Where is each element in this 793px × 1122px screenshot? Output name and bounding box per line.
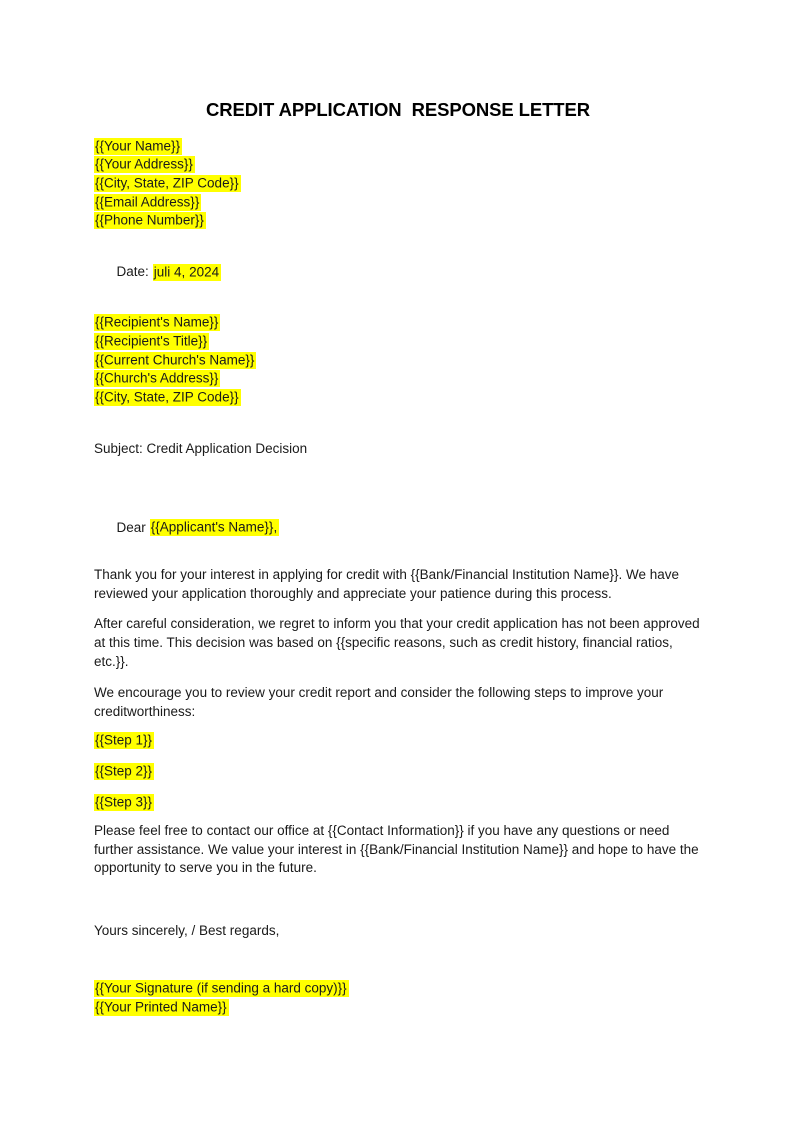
placeholder-your-signature[interactable]: {{Your Signature (if sending a hard copy)}} <box>95 980 347 996</box>
placeholder-step-2[interactable]: {{Step 2}} <box>95 763 153 779</box>
placeholder-phone-number[interactable]: {{Phone Number}} <box>95 212 204 228</box>
placeholder-current-church-name[interactable]: {{Current Church's Name}} <box>95 352 255 368</box>
subject-line: Subject: Credit Application Decision <box>94 441 308 457</box>
date-line <box>94 245 702 301</box>
document-title: CREDIT APPLICATION RESPONSE LETTER <box>206 99 590 120</box>
sender-line <box>94 156 702 175</box>
placeholder-recipient-name[interactable]: {{Recipient's Name}} <box>95 314 219 330</box>
recipient-line <box>94 370 702 389</box>
signature-block <box>94 980 702 1017</box>
step-line <box>94 763 702 782</box>
recipient-line <box>94 314 702 333</box>
placeholder-your-printed-name[interactable]: {{Your Printed Name}} <box>95 999 227 1015</box>
paragraph-encourage: We encourage you to review your credit report and consider the following steps to improve your creditworthiness: <box>94 685 668 720</box>
sender-address-block <box>94 137 702 231</box>
paragraph-thank-you: Thank you for your interest in applying for credit with {{Bank/Financial Institution Name}}. We have reviewed your application thoroughly and appreciate your patience during this process. <box>94 566 683 601</box>
date-label: Date: <box>116 264 149 280</box>
placeholder-church-address[interactable]: {{Church's Address}} <box>95 370 219 386</box>
paragraph-contact: Please feel free to contact our office at {{Contact Information}} if you have any questions or need further assistance. We value your interest in {{Bank/Financial Institution Name}} and hope to have the opportunity to serve you in the future. <box>94 822 703 876</box>
sender-line <box>94 174 702 193</box>
placeholder-your-address[interactable]: {{Your Address}} <box>95 156 193 172</box>
placeholder-recipient-city-state-zip[interactable]: {{City, State, ZIP Code}} <box>95 389 239 405</box>
placeholder-step-1[interactable]: {{Step 1}} <box>95 732 153 748</box>
signature-line <box>94 980 702 999</box>
recipient-line <box>94 388 702 407</box>
letter-content <box>94 99 702 1017</box>
recipient-line <box>94 351 702 370</box>
recipient-address-block <box>94 314 702 408</box>
placeholder-your-name[interactable]: {{Your Name}} <box>95 138 181 153</box>
placeholder-applicant-name[interactable]: {{Applicant's Name}}, <box>150 519 278 535</box>
placeholder-recipient-title[interactable]: {{Recipient's Title}} <box>95 333 208 349</box>
recipient-line <box>94 332 702 351</box>
greeting-prefix: Dear <box>116 519 146 535</box>
sender-line <box>94 137 702 156</box>
placeholder-date-value[interactable]: juli 4, 2024 <box>153 264 220 280</box>
placeholder-sender-city-state-zip[interactable]: {{City, State, ZIP Code}} <box>95 175 239 191</box>
step-line <box>94 793 702 812</box>
placeholder-step-3[interactable]: {{Step 3}} <box>95 794 153 810</box>
placeholder-email-address[interactable]: {{Email Address}} <box>95 194 200 210</box>
closing-line: Yours sincerely, / Best regards, <box>94 923 280 939</box>
signature-line <box>94 999 702 1018</box>
sender-line <box>94 193 702 212</box>
step-line <box>94 732 702 751</box>
sender-line <box>94 212 702 231</box>
greeting-line <box>94 500 702 556</box>
paragraph-decision: After careful consideration, we regret to inform you that your credit application has not been approved at this time. This decision was based on {{specific reasons, such as credit history, financial ratios, etc.}}. <box>94 616 704 669</box>
